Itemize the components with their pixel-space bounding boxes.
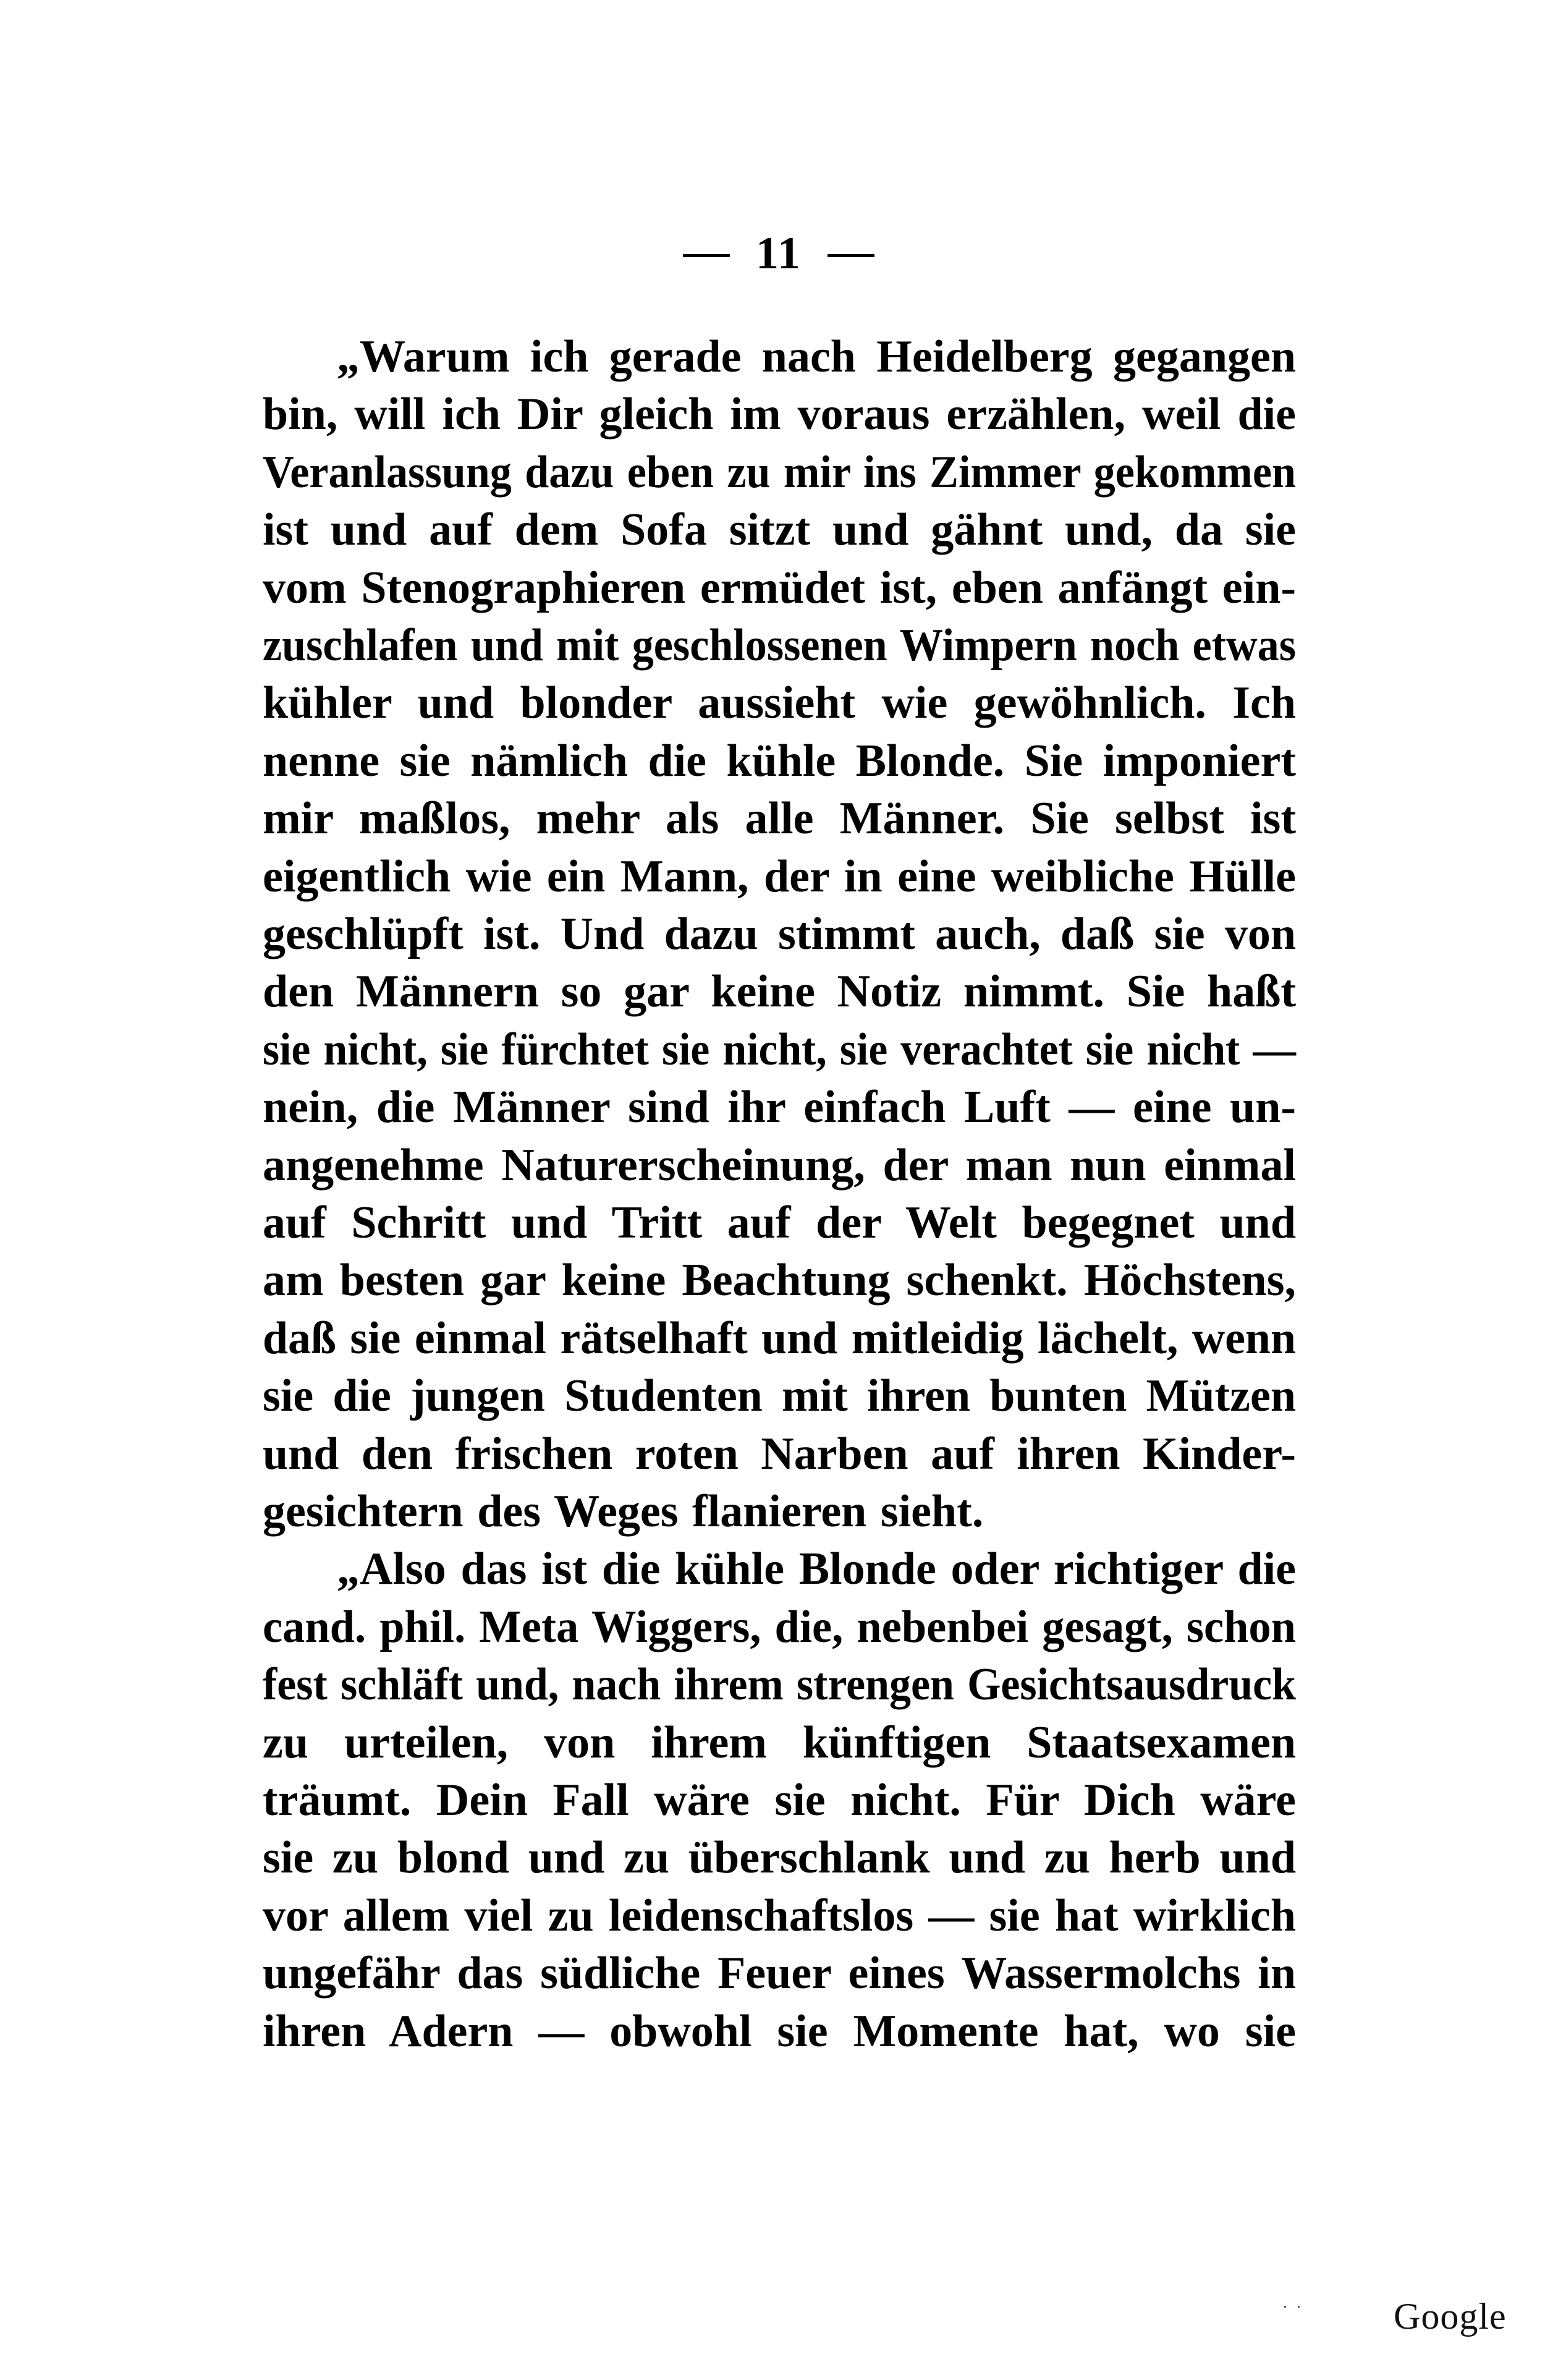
line-text: „Warum ich gerade nach Heidelberg gegangen (337, 331, 1296, 382)
text-line (263, 2002, 1296, 2060)
text-line (263, 1367, 1296, 1425)
line-text: vor allem viel zu leidenschaftslos — sie hat wirklich (263, 1890, 1296, 1941)
dash-right (828, 254, 874, 257)
text-line (263, 789, 1296, 848)
text-line (263, 848, 1296, 906)
text-line (263, 1829, 1296, 1887)
line-text: sie nicht, sie fürchtet sie nicht, sie verachtet sie nicht — (263, 1024, 1296, 1075)
line-text: gesichtern des Weges flanieren sieht. (263, 1486, 984, 1537)
text-line (263, 1251, 1296, 1309)
text-line (263, 1887, 1296, 1945)
text-line (263, 1714, 1296, 1772)
text-line (263, 1425, 1296, 1483)
text-line (263, 674, 1296, 732)
line-text: „Also das ist die kühle Blonde oder richtiger die (337, 1544, 1296, 1595)
text-line (263, 559, 1296, 617)
line-text: mir maßlos, mehr als alle Männer. Sie selbst ist (263, 793, 1296, 844)
line-text: sie die jungen Studenten mit ihren bunten Mützen (263, 1371, 1296, 1422)
line-text: kühler und blonder aussieht wie gewöhnlich. Ich (263, 678, 1296, 729)
text-line (263, 1771, 1296, 1829)
text-line (263, 963, 1296, 1021)
text-line (263, 443, 1296, 501)
line-text: eigentlich wie ein Mann, der in eine weibliche Hülle (263, 851, 1296, 902)
line-text: zu urteilen, von ihrem künftigen Staatsexamen (263, 1717, 1296, 1768)
text-line (263, 1655, 1296, 1714)
line-text: ungefähr das südliche Feuer eines Wassermolchs in (263, 1948, 1296, 1999)
page-number: 11 (756, 228, 802, 279)
text-line (263, 385, 1296, 443)
text-line (263, 1078, 1296, 1136)
line-text: am besten gar keine Beachtung schenkt. Höchstens, (263, 1255, 1296, 1306)
line-text: zuschlafen und mit geschlossenen Wimpern noch etwas (263, 620, 1296, 671)
dash-left (683, 254, 730, 257)
text-line (263, 732, 1296, 790)
line-text: bin, will ich Dir gleich im voraus erzählen, weil die (263, 389, 1296, 440)
text-line (263, 1021, 1296, 1079)
line-text: vom Stenographieren ermüdet ist, eben anfängt ein- (263, 562, 1296, 613)
text-line (263, 1482, 1296, 1541)
line-text: daß sie einmal rätselhaft und mitleidig lächelt, wenn (263, 1312, 1296, 1364)
text-line (263, 1540, 1296, 1598)
line-text: angenehme Naturerscheinung, der man nun einmal (263, 1139, 1296, 1191)
line-text: sie zu blond und zu überschlank und zu herb und (263, 1832, 1296, 1884)
line-text: und den frischen roten Narben auf ihren Kinder- (263, 1428, 1296, 1479)
google-watermark: Google (1394, 2296, 1507, 2337)
line-text: ihren Adern — obwohl sie Momente hat, wo sie (263, 2005, 1296, 2057)
scan-speck-dots (1284, 2306, 1303, 2308)
text-line (263, 501, 1296, 559)
line-text: fest schläft und, nach ihrem strengen Gesichtsausdruck (263, 1659, 1296, 1711)
line-text: cand. phil. Meta Wiggers, die, nebenbei gesagt, schon (263, 1601, 1296, 1652)
text-line (263, 616, 1296, 674)
line-text: nein, die Männer sind ihr einfach Luft — eine un- (263, 1082, 1296, 1133)
line-text: auf Schritt und Tritt auf der Welt begegnet und (263, 1197, 1296, 1248)
text-line (263, 1944, 1296, 2002)
line-text: geschlüpft ist. Und dazu stimmt auch, daß sie von (263, 909, 1296, 959)
line-text: den Männern so gar keine Notiz nimmt. Sie haßt (263, 966, 1296, 1018)
page-number-header (618, 229, 939, 278)
text-line (263, 1136, 1296, 1194)
line-text: nenne sie nämlich die kühle Blonde. Sie imponiert (263, 735, 1296, 786)
line-text: träumt. Dein Fall wäre sie nicht. Für Dich wäre (263, 1775, 1296, 1825)
text-line (263, 1194, 1296, 1252)
line-text: Veranlassung dazu eben zu mir ins Zimmer gekommen (263, 446, 1296, 498)
text-line (263, 1598, 1296, 1656)
text-line (263, 905, 1296, 963)
line-text: ist und auf dem Sofa sitzt und gähnt und, da sie (263, 504, 1296, 556)
text-line (263, 328, 1296, 386)
text-line (263, 1309, 1296, 1367)
